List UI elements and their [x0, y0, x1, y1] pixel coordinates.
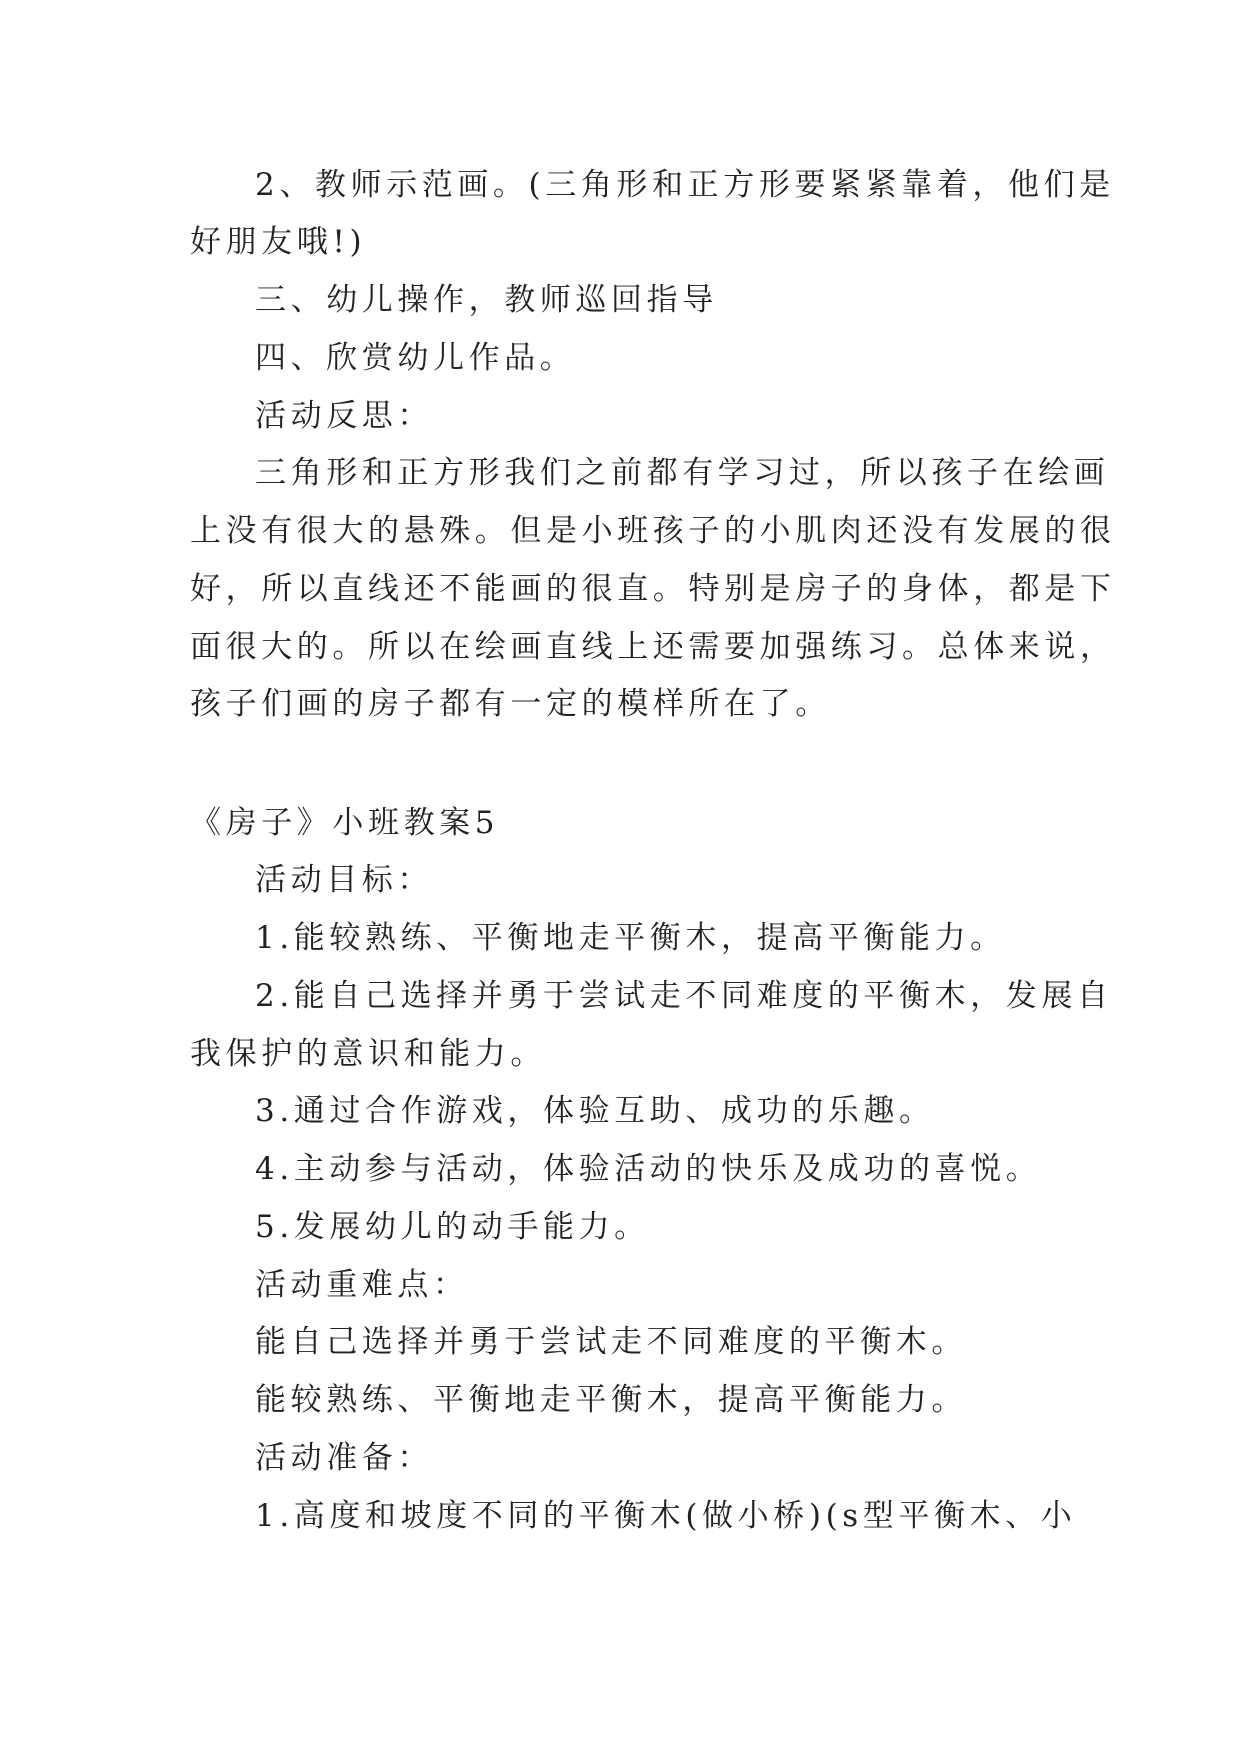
paragraph-line: 2、教师示范画。(三角形和正方形要紧紧靠着，他们是: [255, 167, 1115, 203]
list-item: 4.主动参与活动，体验活动的快乐及成功的喜悦。: [255, 1151, 1042, 1187]
paragraph-line: 三、幼儿操作，教师巡回指导: [255, 282, 718, 318]
section-label: 活动目标：: [255, 862, 433, 898]
paragraph-line: 能自己选择并勇于尝试走不同难度的平衡木。: [255, 1324, 967, 1360]
paragraph-line: 上没有很大的悬殊。但是小班孩子的小肌肉还没有发展的很: [190, 513, 1116, 549]
paragraph-line: 能较熟练、平衡地走平衡木，提高平衡能力。: [255, 1382, 967, 1418]
lesson-heading: 《房子》小班教案5: [190, 805, 500, 841]
list-item: 1.能较熟练、平衡地走平衡木，提高平衡能力。: [255, 920, 1006, 956]
section-label: 活动准备：: [255, 1440, 433, 1476]
list-item: 1.高度和坡度不同的平衡木(做小桥)(s型平衡木、小: [255, 1498, 1077, 1534]
list-item: 5.发展幼儿的动手能力。: [255, 1209, 650, 1245]
paragraph-line: 三角形和正方形我们之前都有学习过，所以孩子在绘画: [255, 455, 1110, 491]
section-label: 活动重难点：: [255, 1267, 469, 1303]
paragraph-line: 面很大的。所以在绘画直线上还需要加强练习。总体来说，: [190, 629, 1116, 665]
paragraph-line: 好朋友哦!): [190, 224, 367, 260]
paragraph-line: 我保护的意识和能力。: [190, 1036, 546, 1072]
paragraph-line: 孩子们画的房子都有一定的模样所在了。: [190, 686, 831, 722]
paragraph-line: 好，所以直线还不能画的很直。特别是房子的身体，都是下: [190, 571, 1116, 607]
paragraph-line: 四、欣赏幼儿作品。: [255, 340, 576, 376]
list-item: 3.通过合作游戏，体验互助、成功的乐趣。: [255, 1093, 935, 1129]
section-label: 活动反思：: [255, 398, 433, 434]
list-item: 2.能自己选择并勇于尝试走不同难度的平衡木，发展自: [255, 978, 1113, 1014]
